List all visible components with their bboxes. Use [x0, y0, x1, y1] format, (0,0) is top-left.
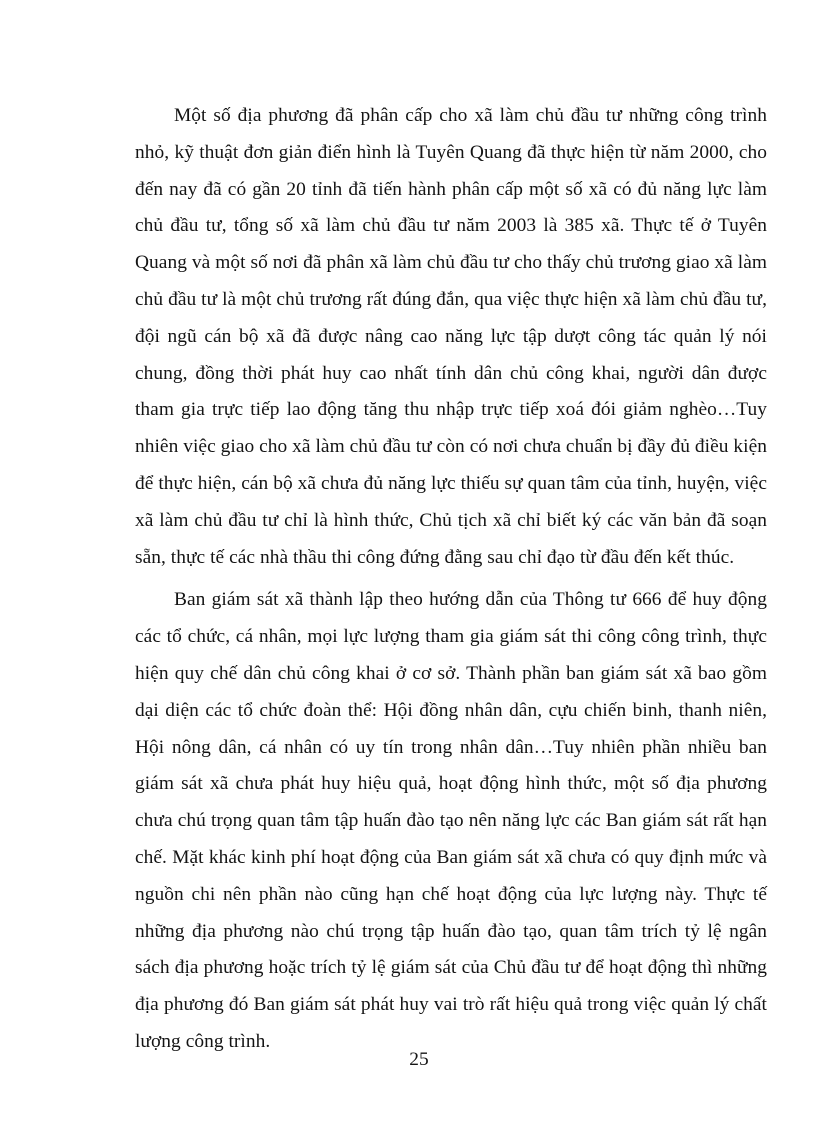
body-text: [135, 98, 767, 1061]
page-number: 25: [409, 1049, 429, 1070]
paragraph-2: Ban giám sát xã thành lập theo hướng dẫn của Thông tư 666 để huy động các tổ chức, cá nhân, mọi lực lượng tham gia giám sát thi công công trình, thực hiện quy chế dân chủ công khai ở cơ sở. Thành phần ban giám sát xã bao gồm dại diện các tổ chức đoàn thể: Hội đồng nhân dân, cựu chiến binh, thanh niên, Hội nông dân, cá nhân có uy tín trong nhân dân…Tuy nhiên phần nhiều ban giám sát xã chưa phát huy hiệu quả, hoạt động hình thức, một số địa phương chưa chú trọng quan tâm tập huấn đào tạo nên năng lực các Ban giám sát rất hạn chế. Mặt khác kinh phí hoạt động của Ban giám sát xã chưa có quy định mức và nguồn chi nên phần nào cũng hạn chế hoạt động của lực lượng này. Thực tế những địa phương nào chú trọng tập huấn đào tạo, quan tâm trích tỷ lệ ngân sách địa phương hoặc trích tỷ lệ giám sát của Chủ đầu tư để hoạt động thì những địa phương đó Ban giám sát phát huy vai trò rất hiệu quả trong việc quản lý chất lượng công trình.: [135, 589, 767, 1052]
paragraph-1: Một số địa phương đã phân cấp cho xã làm chủ đầu tư những công trình nhỏ, kỹ thuật đơn giản điển hình là Tuyên Quang đã thực hiện từ năm 2000, cho đến nay đã có gần 20 tỉnh đã tiến hành phân cấp một số xã có đủ năng lực làm chủ đầu tư, tổng số xã làm chủ đầu tư năm 2003 là 385 xã. Thực tế ở Tuyên Quang và một số nơi đã phân xã làm chủ đầu tư cho thấy chủ trương giao xã làm chủ đầu tư là một chủ trương rất đúng đắn, qua việc thực hiện xã làm chủ đầu tư, đội ngũ cán bộ xã đã được nâng cao năng lực tập dượt công tác quản lý nói chung, đồng thời phát huy cao nhất tính dân chủ công khai, người dân được tham gia trực tiếp lao động tăng thu nhập trực tiếp xoá đói giảm nghèo…Tuy nhiên việc giao cho xã làm chủ đầu tư còn có nơi chưa chuẩn bị đầy đủ điều kiện để thực hiện, cán bộ xã chưa đủ năng lực thiếu sự quan tâm của tỉnh, huyện, việc xã làm chủ đầu tư chỉ là hình thức, Chủ tịch xã chỉ biết ký các văn bản đã soạn sẵn, thực tế các nhà thầu thi công đứng đằng sau chỉ đạo từ đầu đến kết thúc.: [135, 105, 767, 568]
